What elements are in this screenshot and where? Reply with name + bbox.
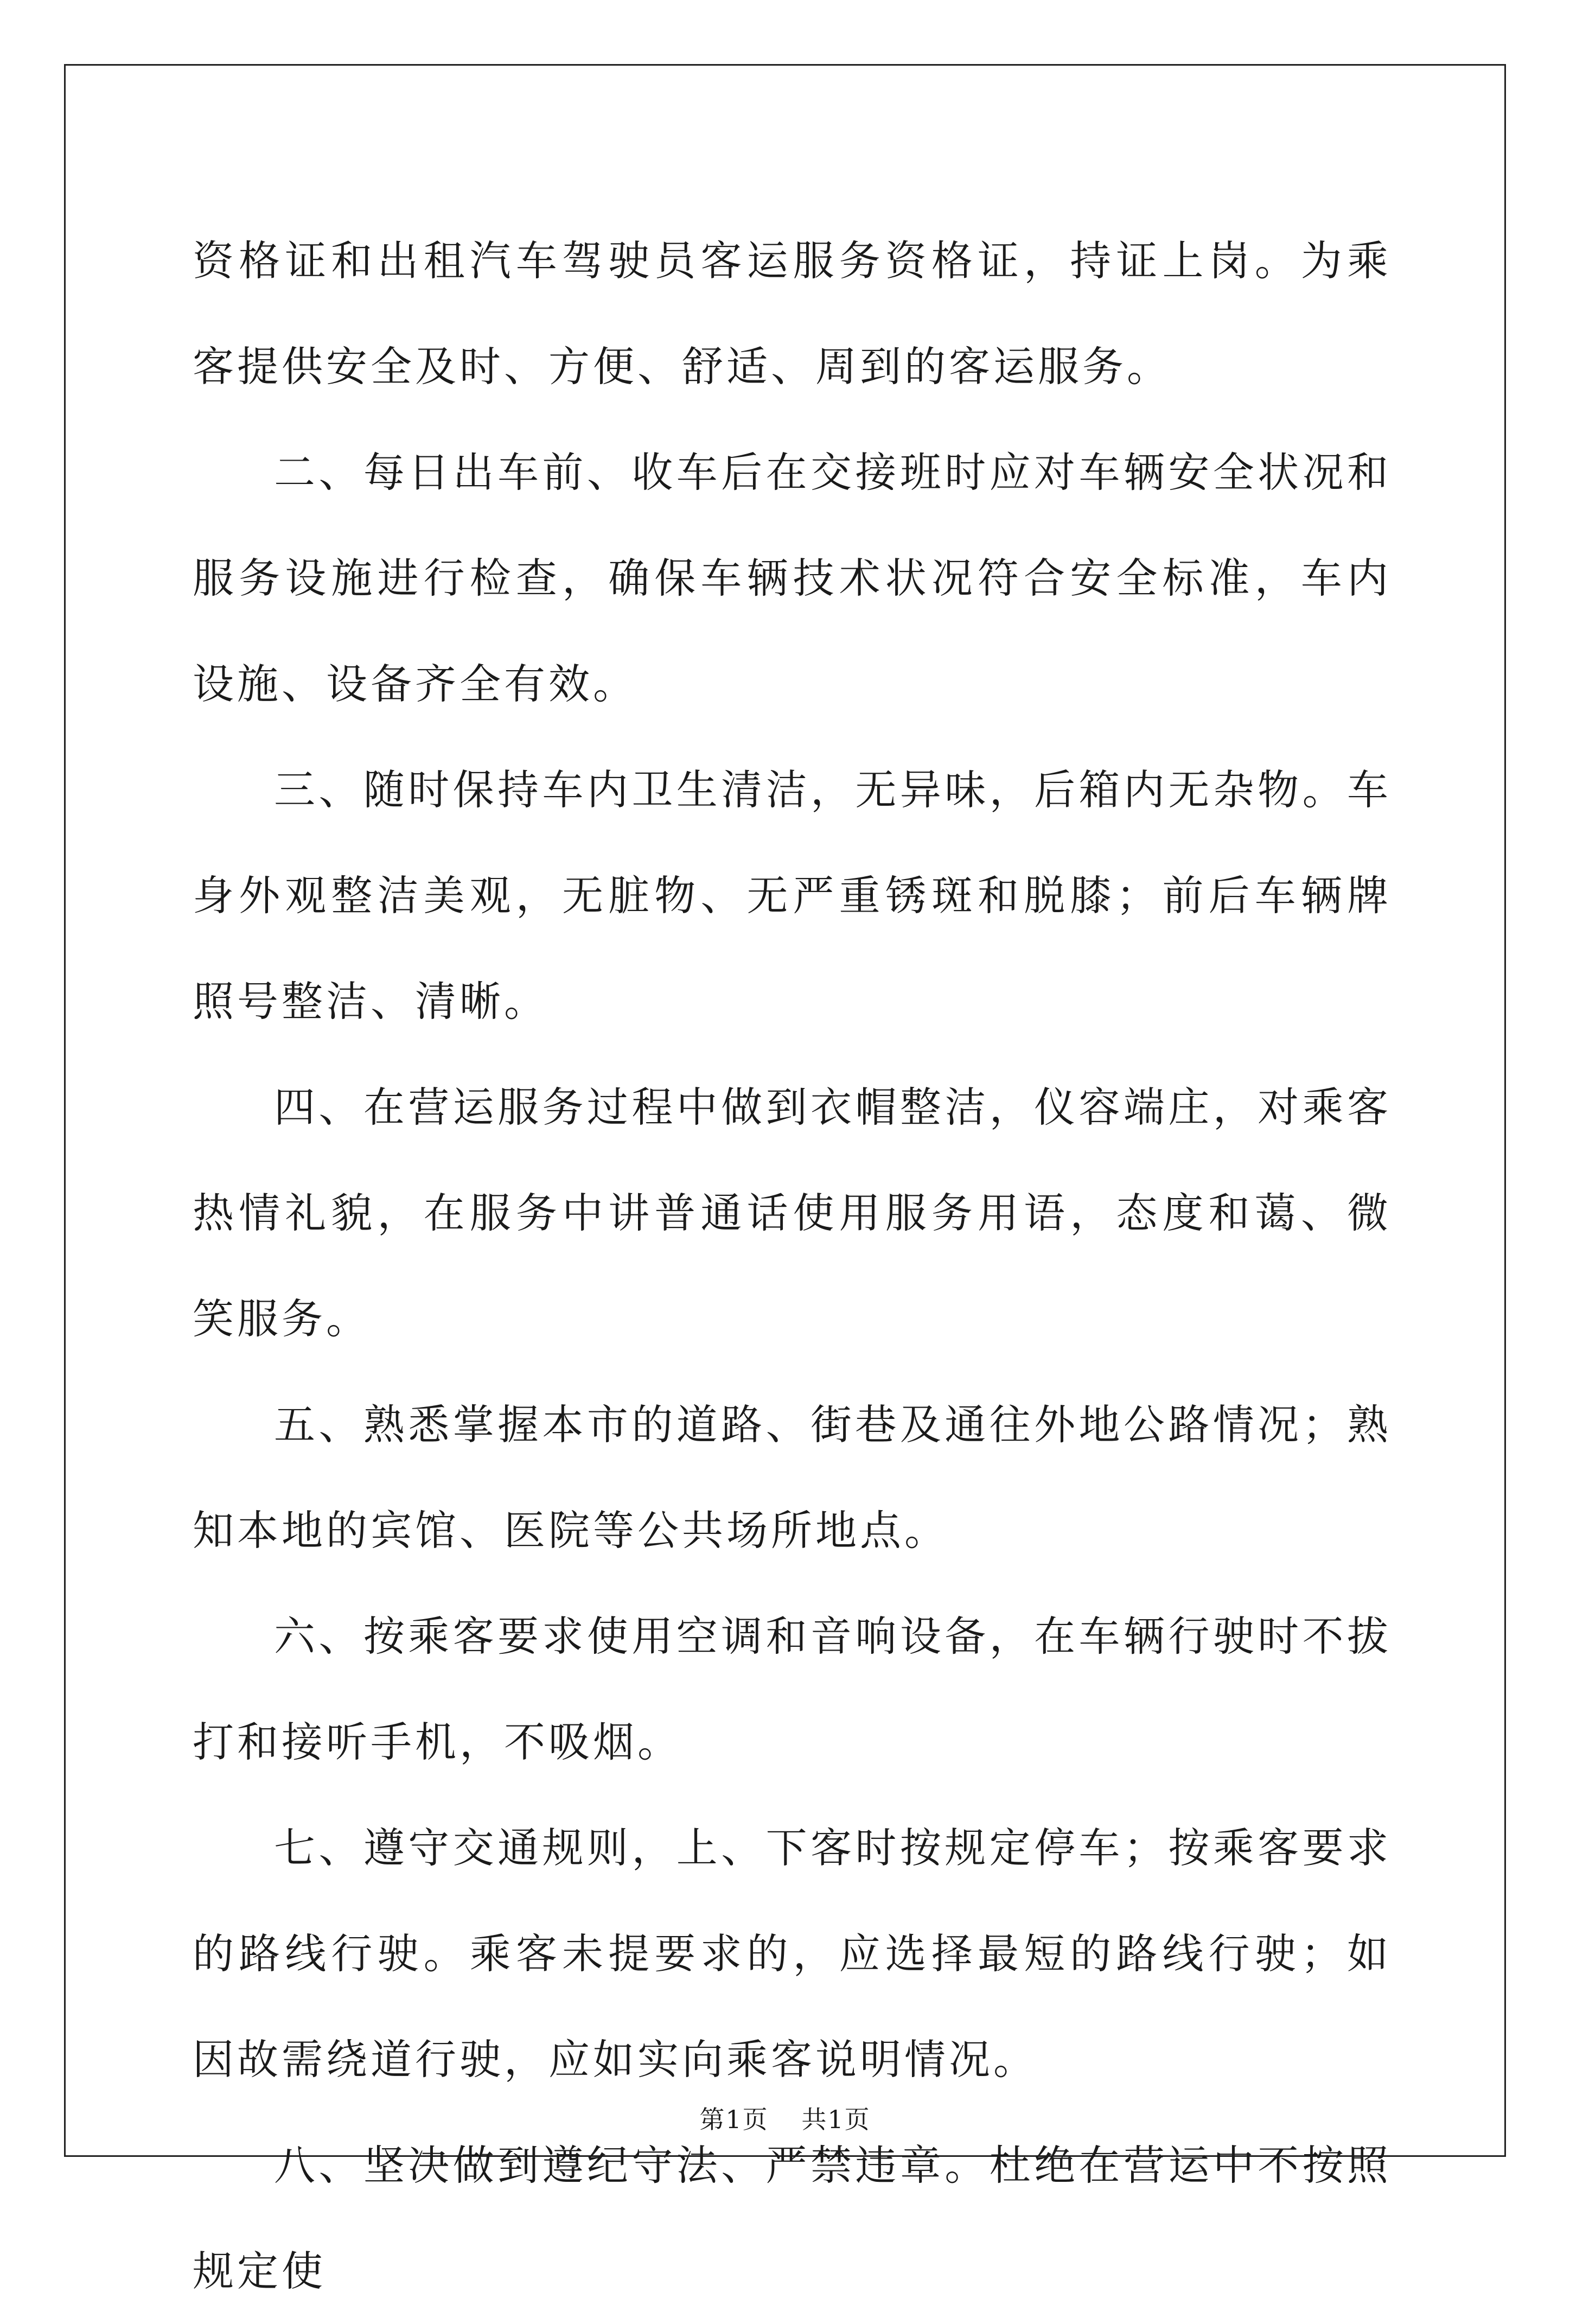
paragraph-3: 三、随时保持车内卫生清洁，无异味，后箱内无杂物。车身外观整洁美观，无脏物、无严重锈斑和脱膝；前后车辆牌照号整洁、清晰。 bbox=[193, 766, 1392, 1026]
paragraph-7: 七、遵守交通规则，上、下客时按规定停车；按乘客要求的路线行驶。乘客未提要求的，应选择最短的路线行驶；如因故需绕道行驶，应如实向乘客说明情况。 bbox=[193, 1824, 1392, 2084]
paragraph-1: 资格证和出租汽车驾驶员客运服务资格证，持证上岗。为乘客提供安全及时、方便、舒适、周到的客运服务。 bbox=[193, 237, 1392, 391]
paragraph-5: 五、熟悉掌握本市的道路、街巷及通往外地公路情况；熟知本地的宾馆、医院等公共场所地点。 bbox=[193, 1400, 1392, 1555]
paragraph-8: 八、坚决做到遵纪守法、严禁违章。杜绝在营运中不按照规定使 bbox=[193, 2141, 1392, 2295]
paragraph-4: 四、在营运服务过程中做到衣帽整洁，仪容端庄，对乘客热情礼貌，在服务中讲普通话使用服务用语，态度和蔼、微笑服务。 bbox=[193, 1083, 1392, 1343]
document-body bbox=[193, 209, 1392, 2324]
paragraph-2: 二、每日出车前、收车后在交接班时应对车辆安全状况和服务设施进行检查，确保车辆技术状况符合安全标准，车内设施、设备齐全有效。 bbox=[193, 448, 1392, 708]
page-footer bbox=[0, 2100, 1570, 2136]
paragraph-6: 六、按乘客要求使用空调和音响设备，在车辆行驶时不拔打和接听手机，不吸烟。 bbox=[193, 1612, 1392, 1766]
page-number-current: 第1页 bbox=[699, 2105, 769, 2134]
page-number-total: 共1页 bbox=[801, 2105, 871, 2134]
